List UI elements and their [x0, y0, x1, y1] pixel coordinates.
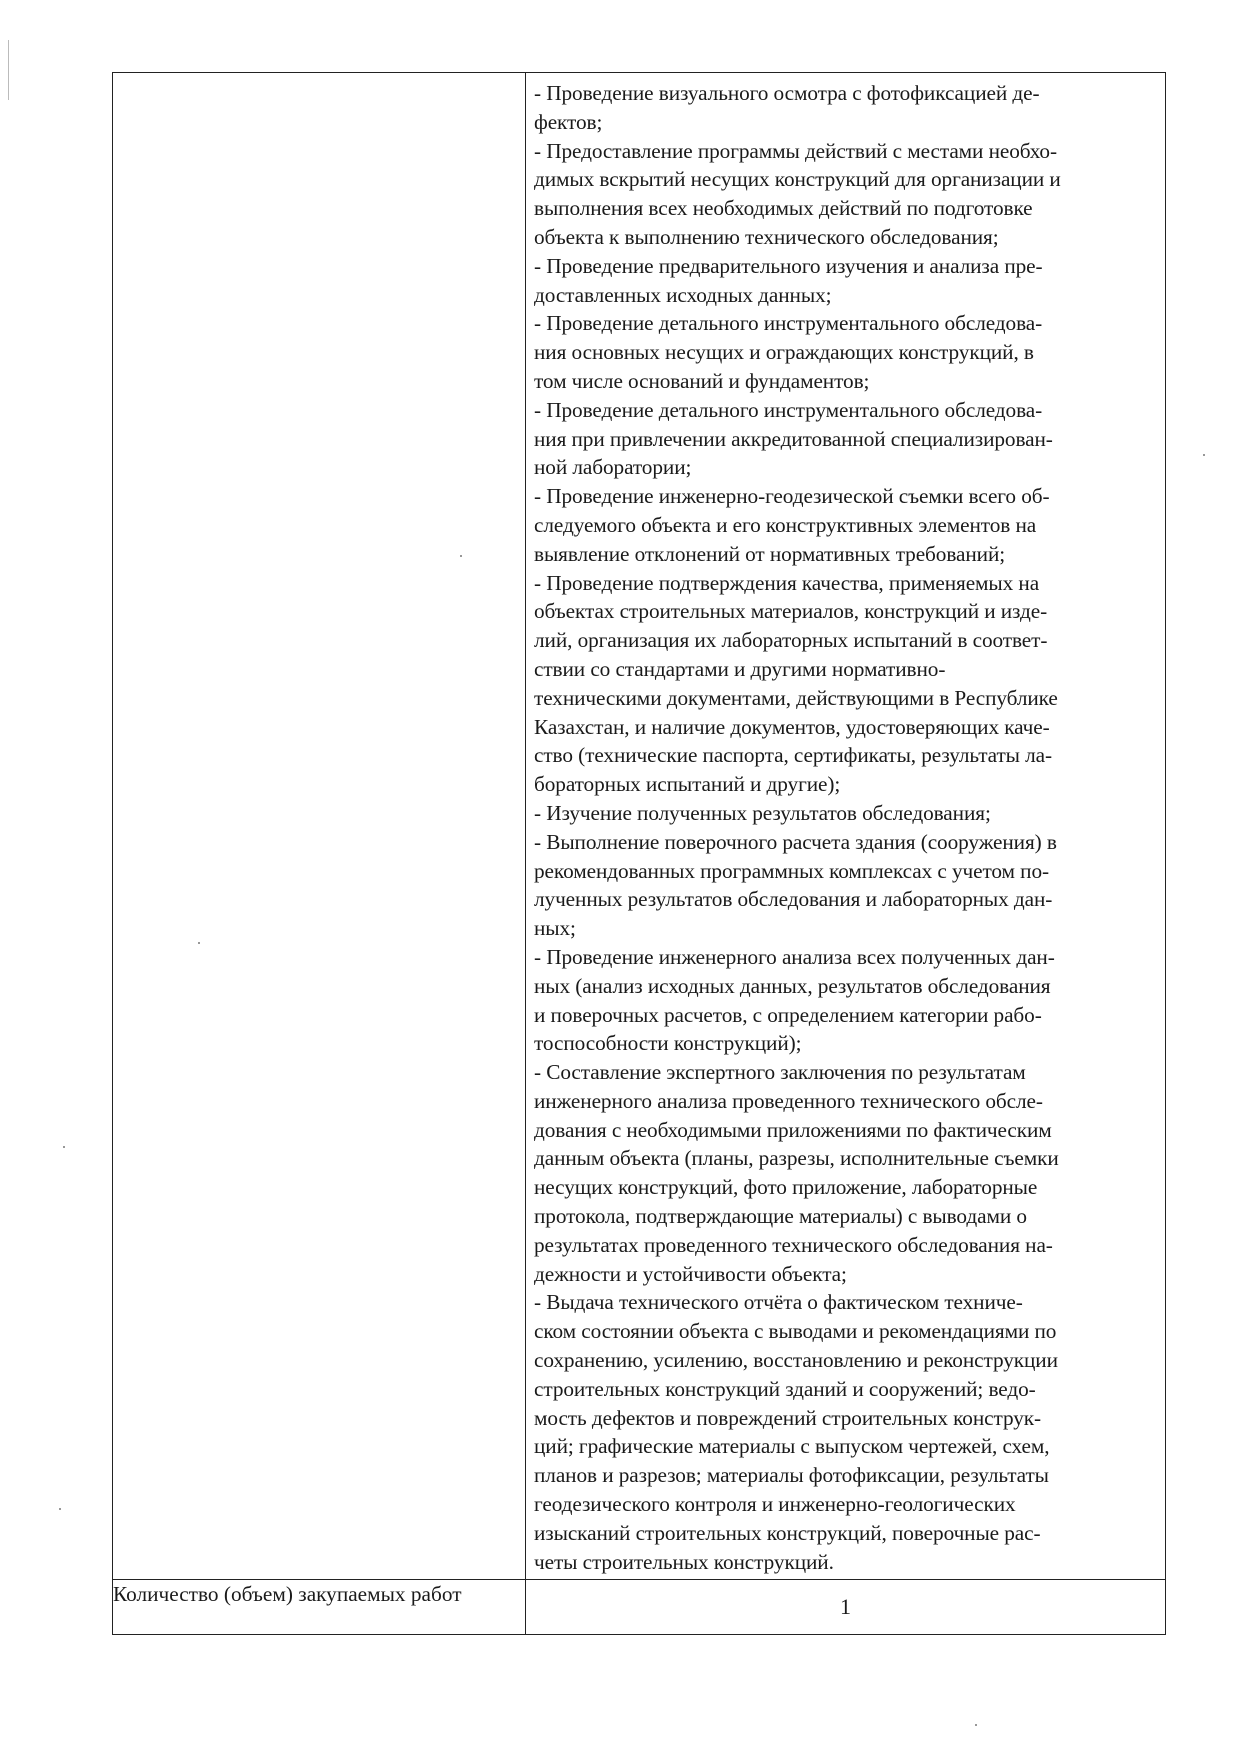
requirement-line: - Проведение подтверждения качества, применяемых на — [534, 570, 1040, 595]
requirement-line: выполнения всех необходимых действий по подготовке — [534, 196, 1033, 221]
requirement-line: несущих конструкций, фото приложение, лабораторные — [534, 1175, 1038, 1200]
requirement-line: ствии со стандартами и другими нормативно- — [534, 656, 946, 681]
scope-content-cell — [526, 73, 1166, 1580]
scan-speck — [460, 555, 462, 557]
requirement-line: объекта к выполнению технического обследования; — [534, 224, 999, 249]
requirement-line: - Проведение детального инструментального обследова- — [534, 311, 1043, 336]
requirement-line: рекомендованных программных комплексах с учетом по- — [534, 858, 1049, 883]
requirement-line: изысканий строительных конструкций, поверочные рас- — [534, 1520, 1041, 1545]
requirement-line: Казахстан, и наличие документов, удостоверяющих каче- — [534, 714, 1050, 739]
quantity-label: Количество (объем) закупаемых работ — [113, 1580, 526, 1635]
requirement-line: протокола, подтверждающие материалы) с выводами о — [534, 1204, 1027, 1229]
specification-table — [112, 72, 1166, 1635]
quantity-value: 1 — [526, 1580, 1166, 1635]
requirement-line: мость дефектов и повреждений строительных конструк- — [534, 1405, 1041, 1430]
requirement-line: следуемого объекта и его конструктивных элементов на — [534, 512, 1037, 537]
requirement-line: ния основных несущих и ограждающих конструкций, в — [534, 340, 1034, 365]
requirement-line: ных; — [534, 916, 576, 941]
requirement-line: выявление отклонений от нормативных требований; — [534, 541, 1006, 566]
requirement-line: - Составление экспертного заключения по результатам — [534, 1060, 1026, 1085]
requirement-line: - Проведение визуального осмотра с фотофиксацией де- — [534, 81, 1040, 105]
requirement-line: ния при привлечении аккредитованной специализирован- — [534, 426, 1053, 451]
requirement-line: ство (технические паспорта, сертификаты, результаты ла- — [534, 743, 1052, 768]
requirement-line: - Проведение детального инструментального обследова- — [534, 397, 1043, 422]
quantity-row — [113, 1580, 1166, 1635]
requirement-line: - Выдача технического отчёта о фактическом техниче- — [534, 1290, 1023, 1315]
requirement-line: дования с необходимыми приложениями по фактическим — [534, 1117, 1052, 1142]
requirement-line: сохранению, усилению, восстановлению и реконструкции — [534, 1348, 1058, 1373]
requirement-line: строительных конструкций зданий и сооружений; ведо- — [534, 1376, 1036, 1401]
requirement-line: димых вскрытий несущих конструкций для организации и — [534, 167, 1061, 192]
requirement-line: бораторных испытаний и другие); — [534, 772, 841, 797]
requirement-line: ском состоянии объекта с выводами и рекомендациями по — [534, 1319, 1057, 1344]
requirement-line: и поверочных расчетов, с определением категории рабо- — [534, 1002, 1042, 1027]
requirement-line: фектов; — [534, 109, 603, 134]
requirement-line: инженерного анализа проведенного технического обсле- — [534, 1088, 1043, 1113]
requirement-line: результатах проведенного технического обследования на- — [534, 1232, 1053, 1257]
requirement-line: объектах строительных материалов, конструкций и изде- — [534, 599, 1048, 624]
requirement-line: тоспособности конструкций); — [534, 1031, 802, 1056]
requirement-line: ций; графические материалы с выпуском чертежей, схем, — [534, 1434, 1050, 1459]
requirement-line: доставленных исходных данных; — [534, 282, 832, 307]
requirement-line: - Изучение полученных результатов обследования; — [534, 800, 991, 825]
requirement-line: данным объекта (планы, разрезы, исполнительные съемки — [534, 1146, 1059, 1171]
requirement-line: планов и разрезов; материалы фотофиксации, результаты — [534, 1463, 1049, 1488]
requirement-line: лученных результатов обследования и лабораторных дан- — [534, 887, 1053, 912]
requirement-line: - Проведение инженерно-геодезической съемки всего об- — [534, 484, 1050, 509]
requirement-line: - Проведение инженерного анализа всех полученных дан- — [534, 944, 1055, 969]
requirement-line: том числе оснований и фундаментов; — [534, 368, 870, 393]
scan-speck — [59, 1508, 61, 1510]
requirement-line: лий, организация их лабораторных испытаний в соответ- — [534, 628, 1048, 653]
scan-speck — [1203, 454, 1205, 456]
scan-speck — [975, 1724, 977, 1726]
requirement-line: дежности и устойчивости объекта; — [534, 1261, 847, 1286]
scan-edge-mark — [8, 40, 9, 100]
scope-label-cell — [113, 73, 526, 1580]
requirement-line: ных (анализ исходных данных, результатов обследования — [534, 973, 1051, 998]
scan-speck — [63, 1146, 65, 1148]
requirements-list — [526, 73, 1165, 1579]
scope-row — [113, 73, 1166, 1580]
scan-speck — [198, 942, 200, 944]
requirement-line: - Предоставление программы действий с местами необхо- — [534, 138, 1057, 163]
requirement-line: - Проведение предварительного изучения и анализа пре- — [534, 253, 1043, 278]
requirement-line: - Выполнение поверочного расчета здания (сооружения) в — [534, 829, 1057, 854]
requirement-line: четы строительных конструкций. — [534, 1549, 834, 1574]
requirement-line: геодезического контроля и инженерно-геологических — [534, 1492, 1016, 1517]
requirement-line: техническими документами, действующими в Республике — [534, 685, 1058, 710]
requirement-line: ной лаборатории; — [534, 455, 692, 480]
